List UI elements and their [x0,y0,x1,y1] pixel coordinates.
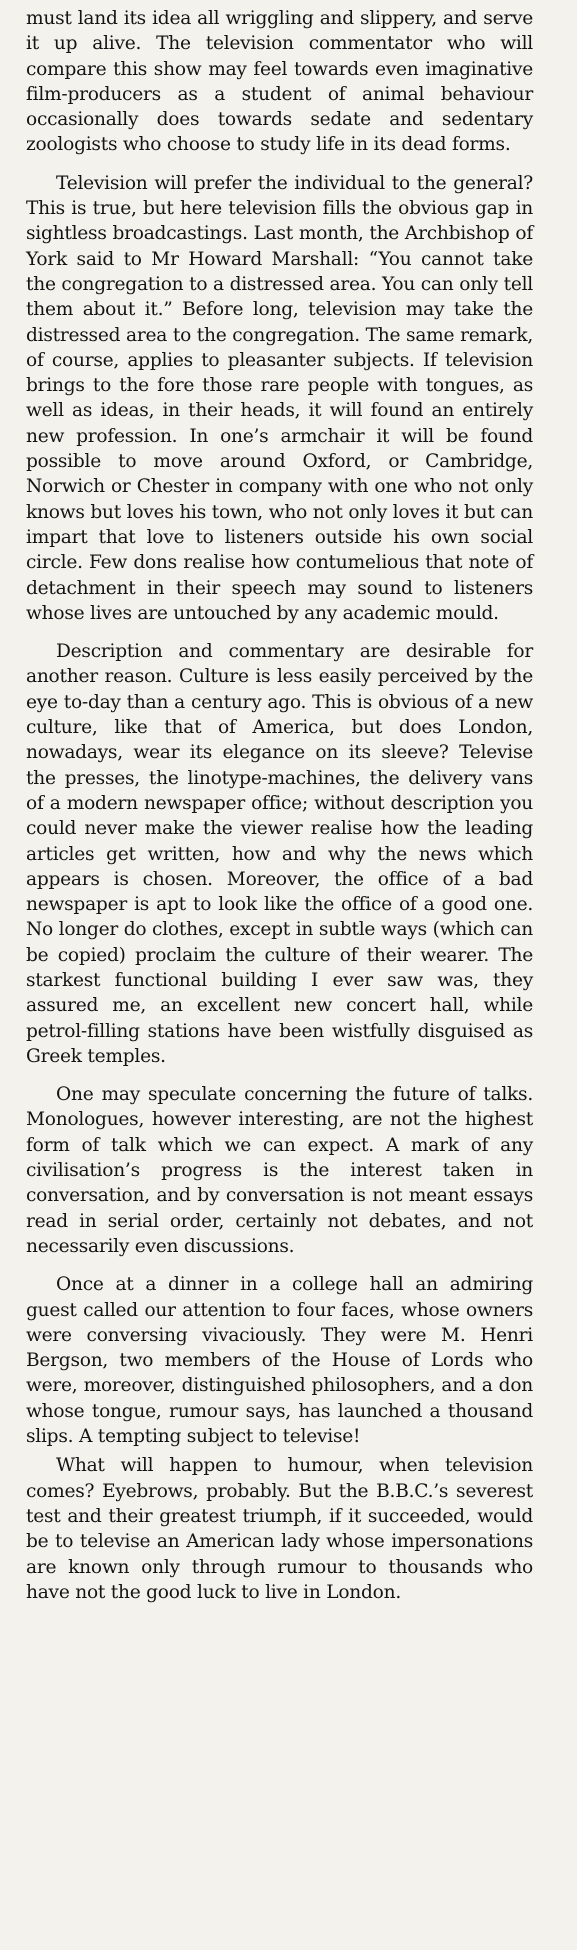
paragraph-3: Description and commentary are desirable for another reason. Culture is less easily perceived by the eye to-day than a century ago. This is obvious of a new culture, like that of America, but does London, nowadays, wear its elegance on its sleeve? Televise the presses, the linotype-machines, the delivery vans of a modern newspaper office; without description you could never make the viewer realise how the leading articles get written, how and why the news which appears is chosen. Moreover, the office of a bad newspaper is apt to look like the office of a good one. No longer do clothes, except in subtle ways (which can be copied) proclaim the culture of their wearer. The starkest functional building I ever saw was, they assured me, an excellent new concert hall, while petrol-filling stations have been wistfully disguised as Greek temples. [26,641,533,1067]
paragraph-4: One may speculate concerning the future of talks. Monologues, however interesting, are not the highest form of talk which we can expect. A mark of any civilisation’s progress is the interest taken in conversation, and by conversation is not meant essays read in serial order, certainly not debates, and not necessarily even discussions. [26,1084,533,1257]
paragraph-1: must land its idea all wriggling and slippery, and serve it up alive. The television commentator who will compare this show may feel towards even imaginative film-producers as a student of animal behaviour occasionally does towards sedate and sedentary zoologists who choose to study life in its dead forms. [26,8,533,156]
paragraph-6: What will happen to humour, when television comes? Eyebrows, probably. But the B.B.C.’s severest test and their greatest triumph, if it succeeded, would be to televise an American lady whose impersonations are known only through rumour to thousands who have not the good luck to live in London. [26,1455,533,1603]
paragraph-2: Television will prefer the individual to the general? This is true, but here television fills the obvious gap in sightless broadcastings. Last month, the Archbishop of York said to Mr Howard Marshall: “You cannot take the congregation to a distressed area. You can only tell them about it.” Before long, television may take the distressed area to the congregation. The same remark, of course, applies to pleasanter subjects. If television brings to the fore those rare people with tongues, as well as ideas, in their heads, it will found an entirely new profession. In one’s armchair it will be found possible to move around Oxford, or Cambridge, Norwich or Chester in company with one who not only knows but loves his town, who not only loves it but can impart that love to listeners outside his own social circle. Few dons realise how contumelious that note of detachment in their speech may sound to listeners whose lives are untouched by any academic mould. [26,172,533,624]
paragraph-5: Once at a dinner in a college hall an admiring guest called our attention to four faces, whose owners were conversing vivaciously. They were M. Henri Bergson, two members of the House of Lords who were, moreover, distinguished philosophers, and a don whose tongue, rumour says, has launched a thousand slips. A tempting subject to televise! [26,1274,533,1448]
